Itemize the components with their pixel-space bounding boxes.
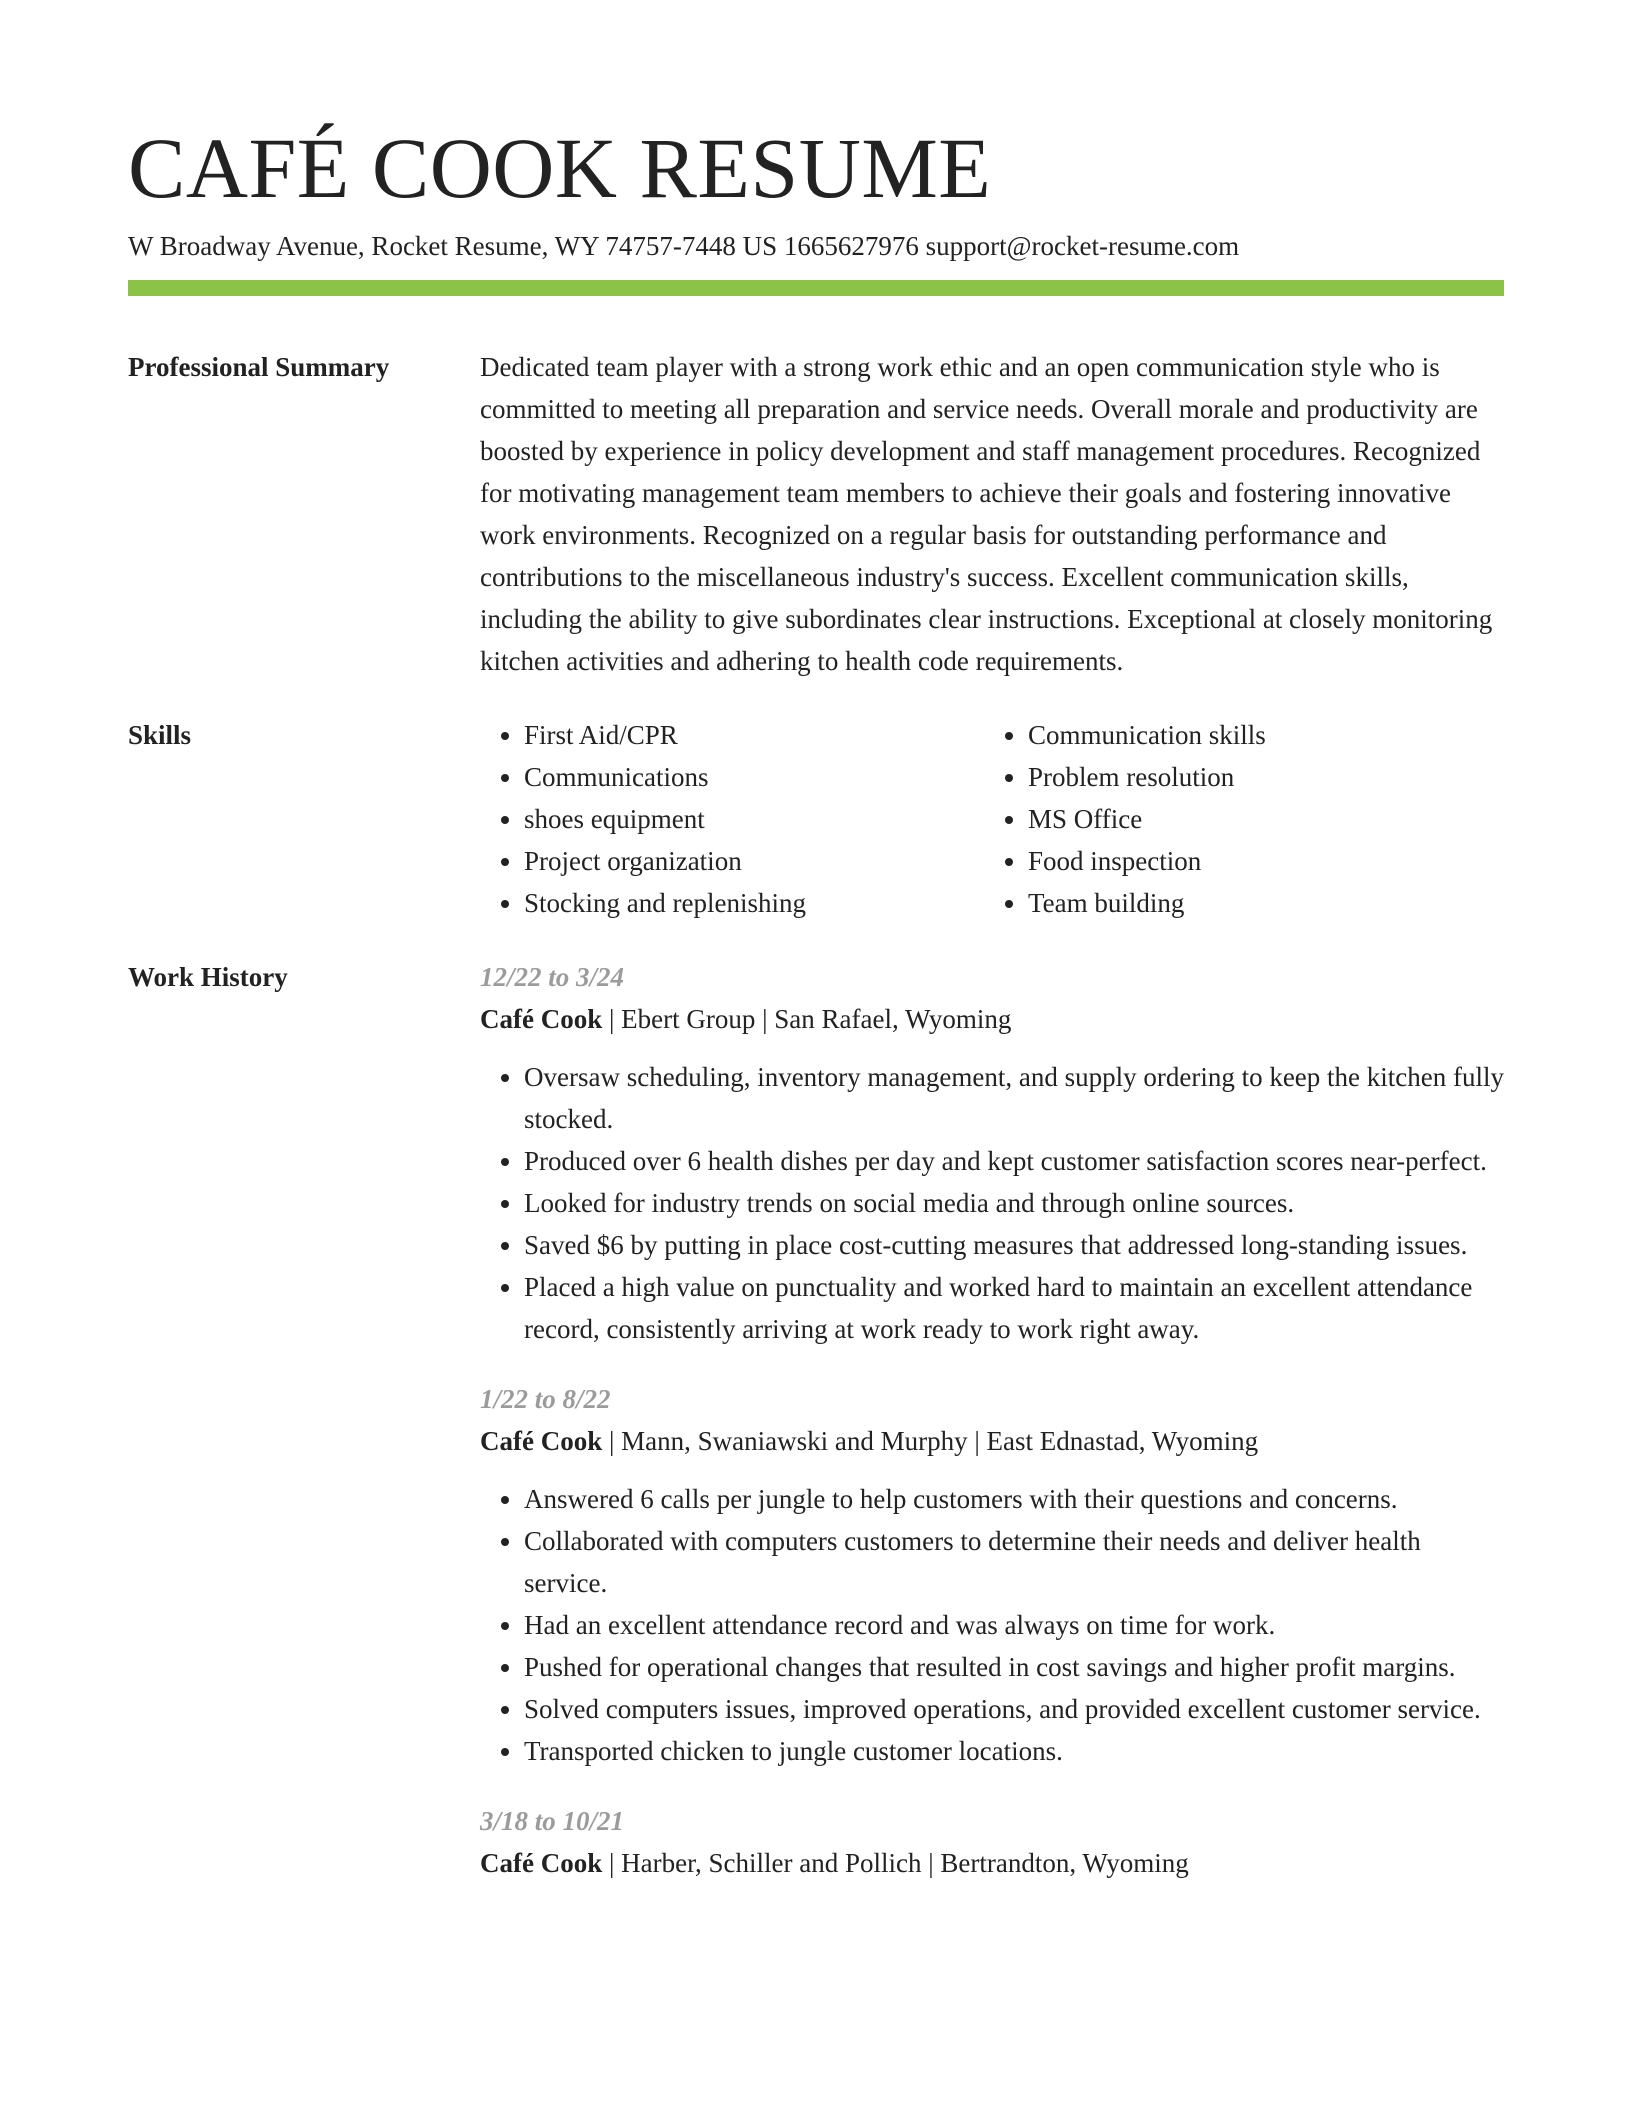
skills-grid	[480, 714, 1504, 924]
skill-item: • Communications	[524, 756, 984, 798]
job-bullet: • Pushed for operational changes that resulted in cost savings and higher profit margins.	[524, 1646, 1504, 1688]
summary-heading: Professional Summary	[128, 352, 390, 382]
job-bullet: • Answered 6 calls per jungle to help customers with their questions and concerns.	[524, 1478, 1504, 1520]
skill-item: • Project organization	[524, 840, 984, 882]
job-bullet: • Oversaw scheduling, inventory management, and supply ordering to keep the kitchen fully stocked.	[524, 1056, 1504, 1140]
job-header	[480, 1420, 1504, 1462]
job-employer-location: | Harber, Schiller and Pollich | Bertrandton, Wyoming	[602, 1848, 1189, 1878]
job-bullets	[480, 1056, 1504, 1350]
job-bullet: • Looked for industry trends on social media and through online sources.	[524, 1182, 1504, 1224]
skill-item: • MS Office	[1028, 798, 1488, 840]
skills-section	[128, 714, 1504, 924]
job-title: Café Cook	[480, 1426, 603, 1456]
skill-item: • Food inspection	[1028, 840, 1488, 882]
summary-section	[128, 346, 1504, 682]
work-history-section	[128, 956, 1504, 1912]
work-history-heading: Work History	[128, 962, 288, 992]
skill-item: • Team building	[1028, 882, 1488, 924]
job-dates: 12/22 to 3/24	[480, 962, 625, 992]
skill-item: • shoes equipment	[524, 798, 984, 840]
job-bullets	[480, 1478, 1504, 1772]
skills-heading: Skills	[128, 720, 192, 750]
work-history-list	[480, 956, 1504, 1912]
resume-title: CAFÉ COOK RESUME	[128, 120, 992, 216]
job-bullet: • Saved $6 by putting in place cost-cutting measures that addressed long-standing issues.	[524, 1224, 1504, 1266]
job-bullet: • Produced over 6 health dishes per day and kept customer satisfaction scores near-perfect.	[524, 1140, 1504, 1182]
skill-item: • Stocking and replenishing	[524, 882, 984, 924]
job-employer-location: | Mann, Swaniawski and Murphy | East Ednastad, Wyoming	[602, 1426, 1259, 1456]
job-bullet: • Collaborated with computers customers to determine their needs and deliver health service.	[524, 1520, 1504, 1604]
skills-column-left	[480, 714, 984, 924]
job-dates: 1/22 to 8/22	[480, 1384, 611, 1414]
job-entry	[480, 956, 1504, 1350]
job-employer-location: | Ebert Group | San Rafael, Wyoming	[602, 1004, 1012, 1034]
job-bullet: • Solved computers issues, improved operations, and provided excellent customer service.	[524, 1688, 1504, 1730]
summary-text: Dedicated team player with a strong work ethic and an open communication style who is committed to meeting all preparation and service needs. Overall morale and productivity are boosted by experience in policy development and staff management procedures. Recognized for motivating management team members to achieve their goals and fostering innovative work environments. Recognized on a regular basis for outstanding performance and contributions to the miscellaneous industry's success. Excellent communication skills, including the ability to give subordinates clear instructions. Exceptional at closely monitoring kitchen activities and adhering to health code requirements.	[480, 352, 1493, 676]
job-bullet: • Had an excellent attendance record and was always on time for work.	[524, 1604, 1504, 1646]
job-bullet: • Placed a high value on punctuality and worked hard to maintain an excellent attendance record, consistently arriving at work ready to work right away.	[524, 1266, 1504, 1350]
skills-column-right	[984, 714, 1488, 924]
job-title: Café Cook	[480, 1848, 603, 1878]
accent-divider	[128, 280, 1504, 296]
job-header	[480, 998, 1504, 1040]
job-bullet: • Transported chicken to jungle customer locations.	[524, 1730, 1504, 1772]
job-entry	[480, 1378, 1504, 1772]
job-entry	[480, 1800, 1504, 1884]
job-title: Café Cook	[480, 1004, 603, 1034]
skill-item: • Communication skills	[1028, 714, 1488, 756]
job-header	[480, 1842, 1504, 1884]
contact-line: W Broadway Avenue, Rocket Resume, WY 74757-7448 US 1665627976 support@rocket-resume.com	[128, 231, 1240, 261]
skill-item: • Problem resolution	[1028, 756, 1488, 798]
job-dates: 3/18 to 10/21	[480, 1806, 625, 1836]
skill-item: • First Aid/CPR	[524, 714, 984, 756]
